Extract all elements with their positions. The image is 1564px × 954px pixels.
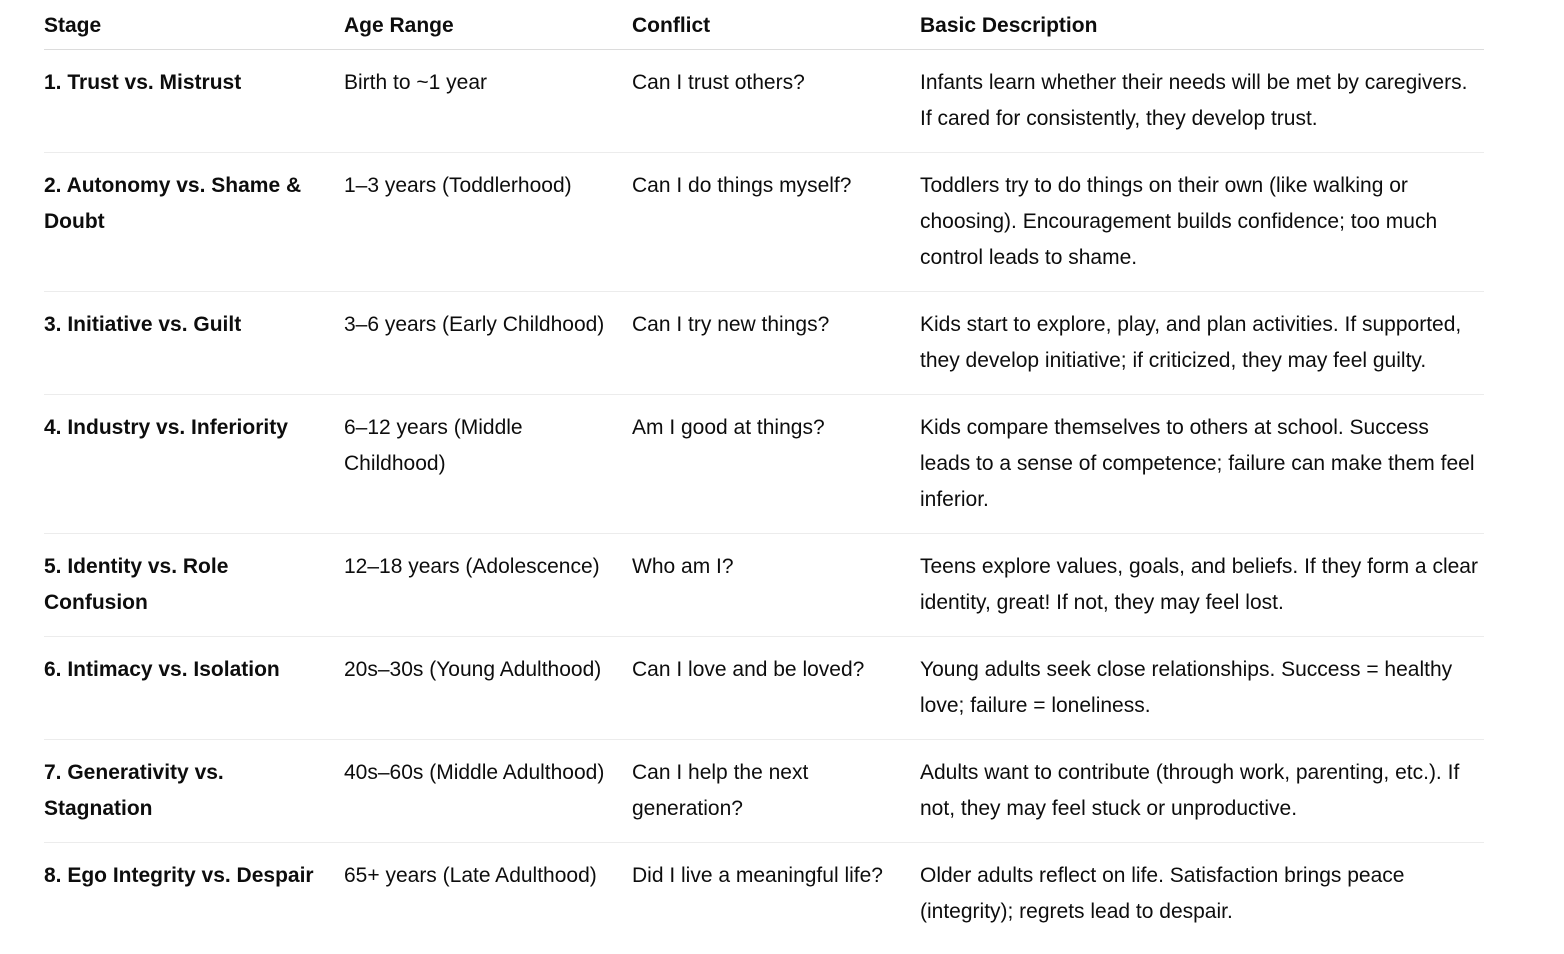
description-cell: Young adults seek close relationships. Success = healthy love; failure = loneliness. bbox=[920, 637, 1484, 740]
conflict-cell: Can I do things myself? bbox=[632, 153, 920, 292]
table-row bbox=[44, 637, 1484, 740]
description-cell: Kids start to explore, play, and plan activities. If supported, they develop initiative; if criticized, they may feel guilty. bbox=[920, 292, 1484, 395]
description-cell: Adults want to contribute (through work, parenting, etc.). If not, they may feel stuck or unproductive. bbox=[920, 740, 1484, 843]
description-cell: Toddlers try to do things on their own (like walking or choosing). Encouragement builds confidence; too much control leads to shame. bbox=[920, 153, 1484, 292]
header-conflict: Conflict bbox=[632, 0, 920, 50]
age-range-cell: 40s–60s (Middle Adulthood) bbox=[344, 740, 632, 843]
conflict-cell: Can I help the next generation? bbox=[632, 740, 920, 843]
conflict-cell: Can I trust others? bbox=[632, 50, 920, 153]
age-range-cell: 6–12 years (Middle Childhood) bbox=[344, 395, 632, 534]
age-range-cell: 1–3 years (Toddlerhood) bbox=[344, 153, 632, 292]
conflict-cell: Did I live a meaningful life? bbox=[632, 864, 883, 887]
stage-cell: 4. Industry vs. Inferiority bbox=[44, 395, 344, 534]
header-age-range: Age Range bbox=[344, 0, 632, 50]
stage-cell: 1. Trust vs. Mistrust bbox=[44, 50, 344, 153]
age-range-cell: Birth to ~1 year bbox=[344, 50, 632, 153]
table-row bbox=[44, 50, 1484, 153]
stage-cell: 8. Ego Integrity vs. Despair bbox=[44, 864, 314, 887]
stage-cell: 2. Autonomy vs. Shame & Doubt bbox=[44, 153, 344, 292]
stage-cell: 3. Initiative vs. Guilt bbox=[44, 292, 344, 395]
header-basic-description: Basic Description bbox=[920, 0, 1484, 50]
age-range-cell: 12–18 years (Adolescence) bbox=[344, 534, 632, 637]
description-cell: Kids compare themselves to others at school. Success leads to a sense of competence; failure can make them feel inferior. bbox=[920, 395, 1484, 534]
table-row bbox=[44, 292, 1484, 395]
table-row bbox=[44, 153, 1484, 292]
table-row bbox=[44, 740, 1484, 843]
header-stage: Stage bbox=[44, 0, 344, 50]
conflict-cell: Can I try new things? bbox=[632, 292, 920, 395]
age-range-cell: 65+ years (Late Adulthood) bbox=[344, 864, 597, 887]
table-body bbox=[44, 50, 1484, 946]
table-row bbox=[44, 534, 1484, 637]
description-cell: Teens explore values, goals, and beliefs. If they form a clear identity, great! If not, they may feel lost. bbox=[920, 534, 1484, 637]
age-range-cell: 20s–30s (Young Adulthood) bbox=[344, 637, 632, 740]
description-cell: Infants learn whether their needs will be met by caregivers. If cared for consistently, they develop trust. bbox=[920, 50, 1484, 153]
stage-cell: 7. Generativity vs. Stagnation bbox=[44, 740, 344, 843]
table-header bbox=[44, 0, 1484, 50]
table-row bbox=[44, 843, 1484, 946]
stage-cell: 5. Identity vs. Role Confusion bbox=[44, 534, 344, 637]
table-row bbox=[44, 395, 1484, 534]
conflict-cell: Can I love and be loved? bbox=[632, 637, 920, 740]
conflict-cell: Who am I? bbox=[632, 534, 920, 637]
description-cell: Older adults reflect on life. Satisfaction brings peace (integrity); regrets lead to despair. bbox=[920, 864, 1405, 923]
age-range-cell: 3–6 years (Early Childhood) bbox=[344, 292, 632, 395]
conflict-cell: Am I good at things? bbox=[632, 395, 920, 534]
erikson-stages-table bbox=[44, 0, 1484, 945]
stage-cell: 6. Intimacy vs. Isolation bbox=[44, 637, 344, 740]
erikson-stages-table-container bbox=[44, 0, 1484, 945]
header-row bbox=[44, 0, 1484, 50]
